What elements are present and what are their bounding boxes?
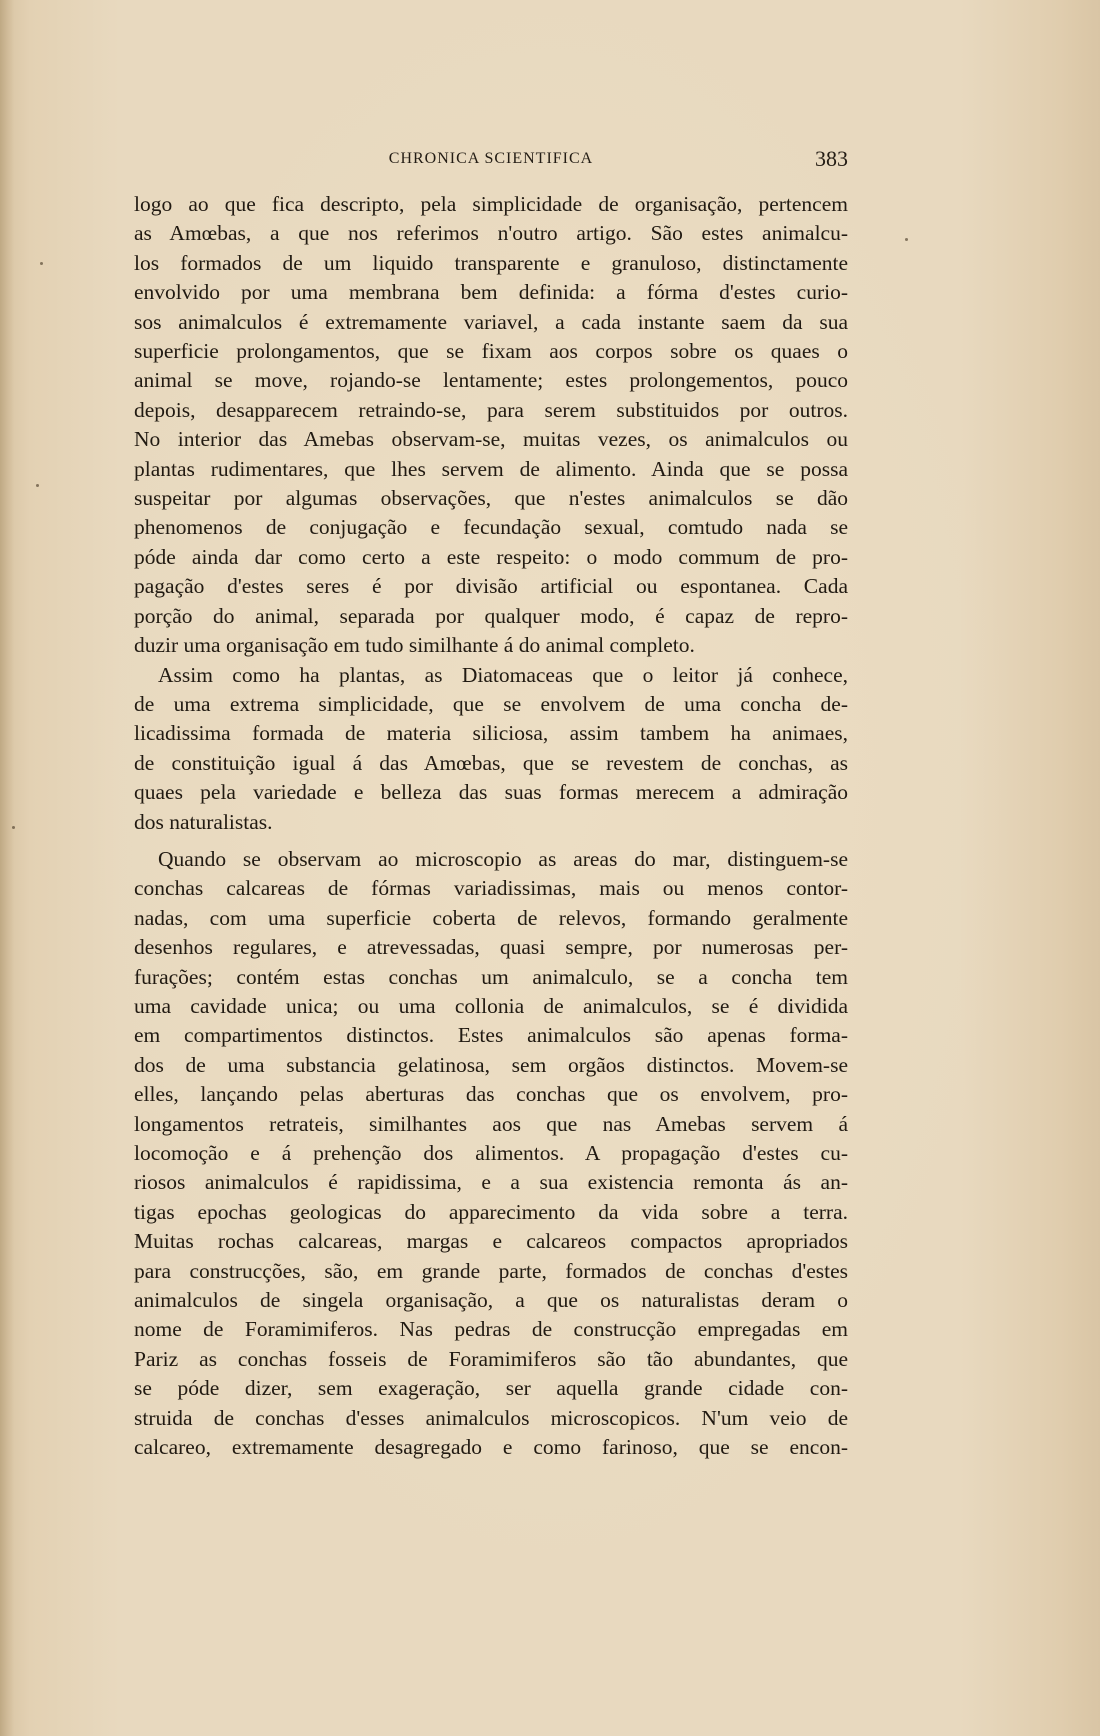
running-title: CHRONICA SCIENTIFICA [388,150,594,167]
body-text [134,190,848,1462]
text-line: de constituição igual á das Amœbas, que se revestem de conchas, as [134,750,848,775]
text-line: dos naturalistas. [134,809,273,834]
page-number: 383 [815,146,848,171]
text-line: furações; contém estas conchas um animalculo, se a concha tem [134,964,848,989]
page-binding-edge [0,0,14,1736]
text-line: licadissima formada de materia siliciosa, assim tambem ha animaes, [134,721,848,746]
text-line: dos de uma substancia gelatinosa, sem orgãos distinctos. Movem-se [134,1052,848,1077]
text-line: quaes pela variedade e belleza das suas formas merecem a admiração [134,780,848,805]
text-line: riosos animalculos é rapidissima, e a sua existencia remonta ás an- [134,1170,848,1195]
text-line: Assim como ha plantas, as Diatomaceas que o leitor já conhece, [158,662,848,687]
text-line: nome de Foramimiferos. Nas pedras de construcção empregadas em [134,1317,848,1342]
text-line: struida de conchas d'esses animalculos microscopicos. N'um veio de [134,1405,848,1430]
paper-speck [905,238,908,241]
text-line: animalculos de singela organisação, a que os naturalistas deram o [134,1288,848,1313]
text-line: para construcções, são, em grande parte, formados de conchas d'estes [134,1258,848,1283]
text-line: envolvido por uma membrana bem definida: a fórma d'estes curio- [134,280,848,305]
running-head [134,146,848,174]
text-line: de uma extrema simplicidade, que se envolvem de uma concha de- [134,691,848,716]
text-line: póde ainda dar como certo a este respeito: o modo commum de pro- [134,544,848,569]
text-line: pagação d'estes seres é por divisão artificial ou espontanea. Cada [134,574,848,599]
text-line: los formados de um liquido transparente e granuloso, distinctamente [134,250,848,275]
paper-speck [36,484,39,487]
text-line: phenomenos de conjugação e fecundação sexual, comtudo nada se [134,515,848,540]
text-line: nadas, com uma superficie coberta de relevos, formando geralmente [134,905,848,930]
paper-speck [12,826,15,829]
text-line: uma cavidade unica; ou uma collonia de animalculos, se é dividida [134,993,848,1018]
text-line: Muitas rochas calcareas, margas e calcareos compactos apropriados [134,1229,848,1254]
text-line: desenhos regulares, e atrevessadas, quasi sempre, por numerosas per- [134,935,848,960]
text-line: depois, desapparecem retraindo-se, para serem substituidos por outros. [134,397,848,422]
text-line: animal se move, rojando-se lentamente; estes prolongementos, pouco [134,368,848,393]
text-line: longamentos retrateis, similhantes aos que nas Amebas servem á [134,1111,848,1136]
text-line: Pariz as conchas fosseis de Foramimiferos são tão abundantes, que [134,1346,848,1371]
text-line: suspeitar por algumas observações, que n'estes animalculos se dão [134,486,848,511]
text-line: calcareo, extremamente desagregado e como farinoso, que se encon- [134,1435,848,1460]
text-line: elles, lançando pelas aberturas das conchas que os envolvem, pro- [134,1082,848,1107]
text-line: porção do animal, separada por qualquer modo, é capaz de repro- [134,603,848,628]
text-line: em compartimentos distinctos. Estes animalculos são apenas forma- [134,1023,848,1048]
text-line: as Amœbas, a que nos referimos n'outro artigo. São estes animalcu- [134,221,848,246]
text-line: No interior das Amebas observam-se, muitas vezes, os animalculos ou [134,427,848,452]
text-line: logo ao que fica descripto, pela simplicidade de organisação, pertencem [134,192,848,216]
text-line: sos animalculos é extremamente variavel, a cada instante saem da sua [134,309,848,334]
text-line: duzir uma organisação em tudo similhante á do animal completo. [134,633,695,658]
text-line: tigas epochas geologicas do apparecimento da vida sobre a terra. [134,1199,848,1224]
text-line: conchas calcareas de fórmas variadissimas, mais ou menos contor- [134,876,848,901]
text-line: locomoção e á prehenção dos alimentos. A propagação d'estes cu- [134,1141,848,1165]
text-line: se póde dizer, sem exageração, ser aquella grande cidade con- [134,1376,848,1401]
text-line: Quando se observam ao microscopio as areas do mar, distinguem-se [158,846,848,871]
text-line: superficie prolongamentos, que se fixam aos corpos sobre os quaes o [134,339,848,364]
paper-speck [40,262,43,265]
text-line: plantas rudimentares, que lhes servem de alimento. Ainda que se possa [134,456,848,481]
